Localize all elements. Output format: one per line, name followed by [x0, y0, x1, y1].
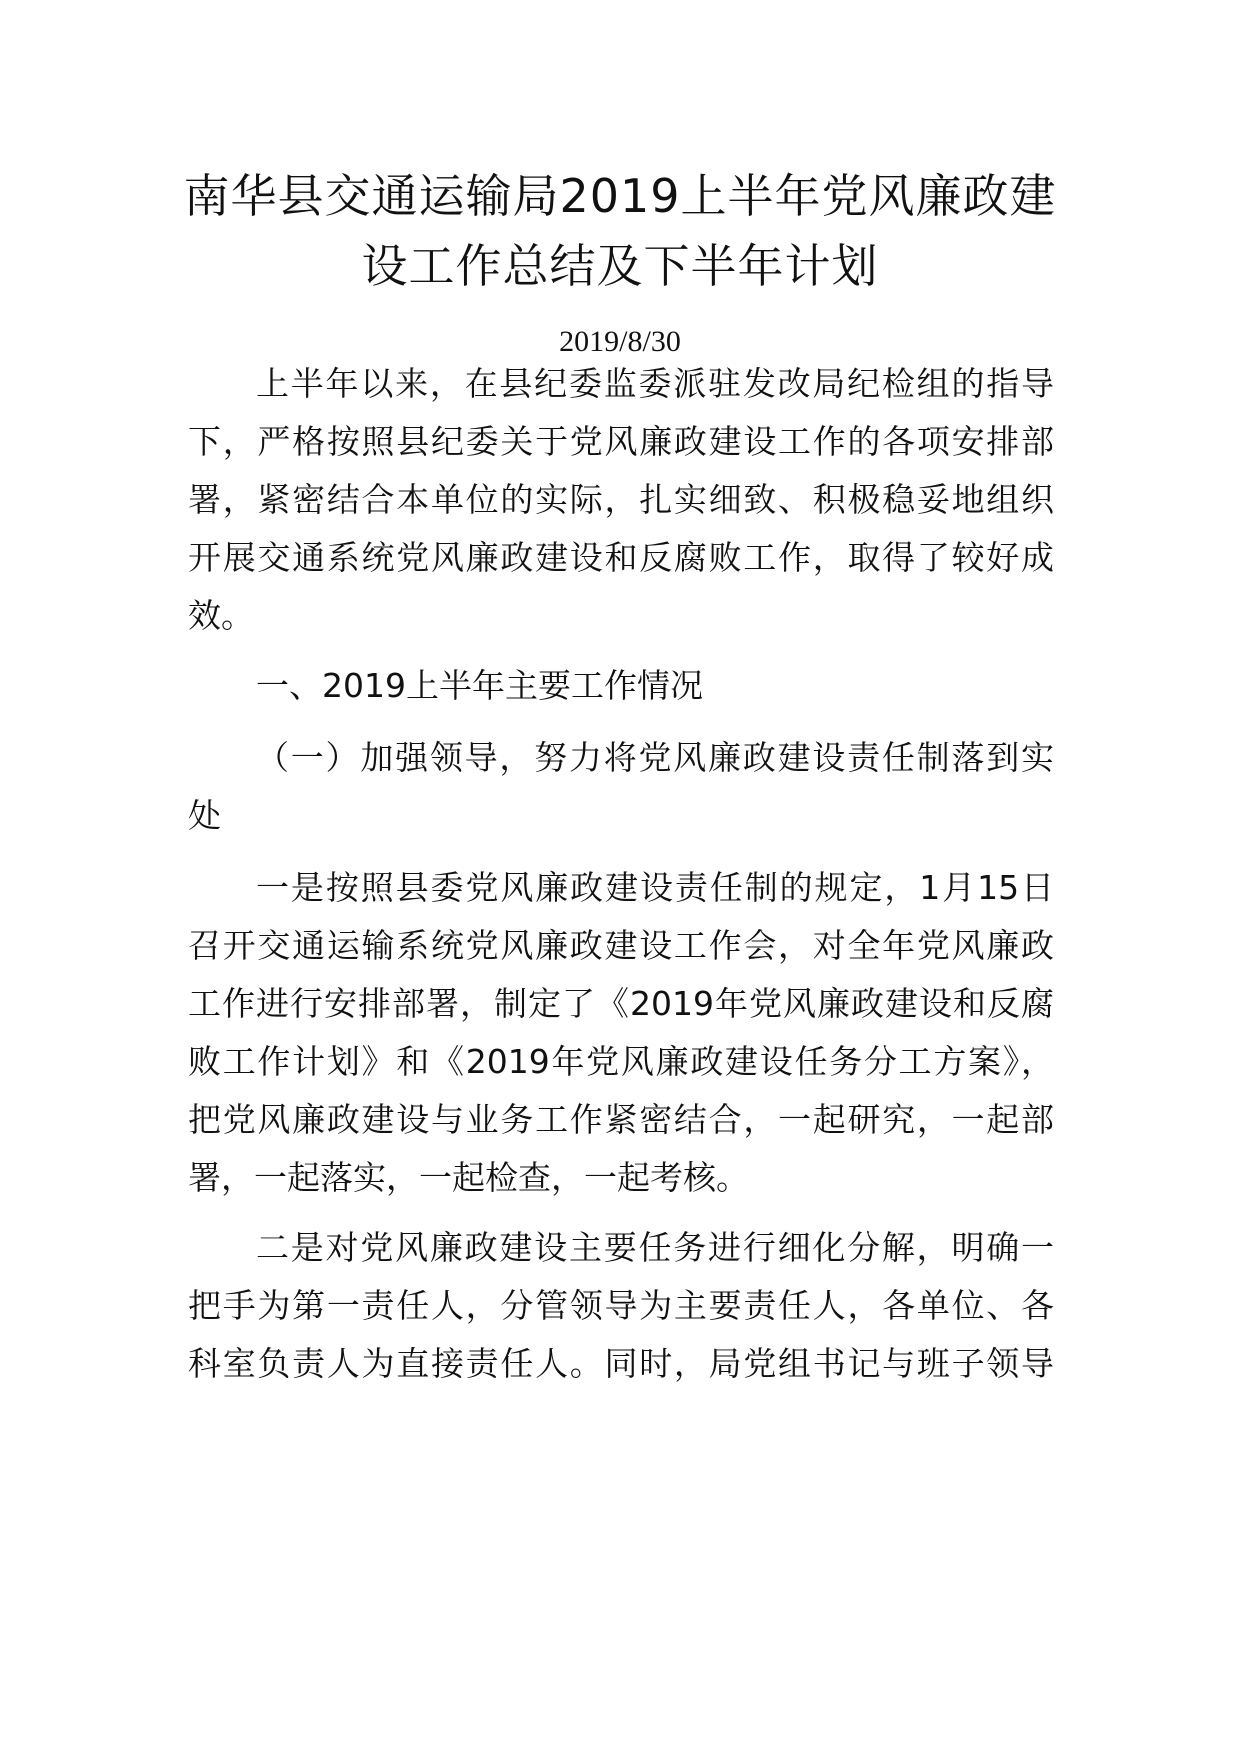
body-line: 把手为第一责任人，分管领导为主要责任人，各单位、各 [188, 1286, 1054, 1325]
body-line: 上半年以来，在县纪委监委派驻发改局纪检组的指导 [256, 364, 1054, 403]
document-date: 2019/8/30 [559, 325, 681, 358]
body-line: 二是对党风廉政建设主要任务进行细化分解，明确一 [256, 1228, 1054, 1267]
section-heading: 一、2019上半年主要工作情况 [256, 666, 703, 705]
body-line: 署，一起落实，一起检查，一起考核。 [188, 1158, 749, 1197]
body-line: 署，紧密结合本单位的实际，扎实细致、积极稳妥地组织 [188, 480, 1054, 519]
body-line: 一是按照县委党风廉政建设责任制的规定，1月15日 [256, 868, 1054, 907]
body-line: 开展交通系统党风廉政建设和反腐败工作，取得了较好成 [188, 538, 1054, 577]
body-line: 把党风廉政建设与业务工作紧密结合，一起研究，一起部 [188, 1100, 1054, 1139]
document-title-line-2: 设工作总结及下半年计划 [361, 239, 879, 293]
subsection-heading: （一）加强领导，努力将党风廉政建设责任制落到实 [256, 738, 1054, 777]
body-line: 败工作计划》和《2019年党风廉政建设任务分工方案》， [188, 1042, 1054, 1081]
body-line: 效。 [188, 596, 254, 635]
body-line: 工作进行安排部署，制定了《2019年党风廉政建设和反腐 [188, 984, 1054, 1023]
document-title-line-1: 南华县交通运输局2019上半年党风廉政建 [183, 169, 1057, 223]
body-line: 召开交通运输系统党风廉政建设工作会，对全年党风廉政 [188, 926, 1054, 965]
subsection-heading-cont: 处 [188, 796, 221, 835]
body-line: 科室负责人为直接责任人。同时，局党组书记与班子领导 [188, 1344, 1054, 1383]
body-line: 下，严格按照县纪委关于党风廉政建设工作的各项安排部 [188, 422, 1054, 461]
